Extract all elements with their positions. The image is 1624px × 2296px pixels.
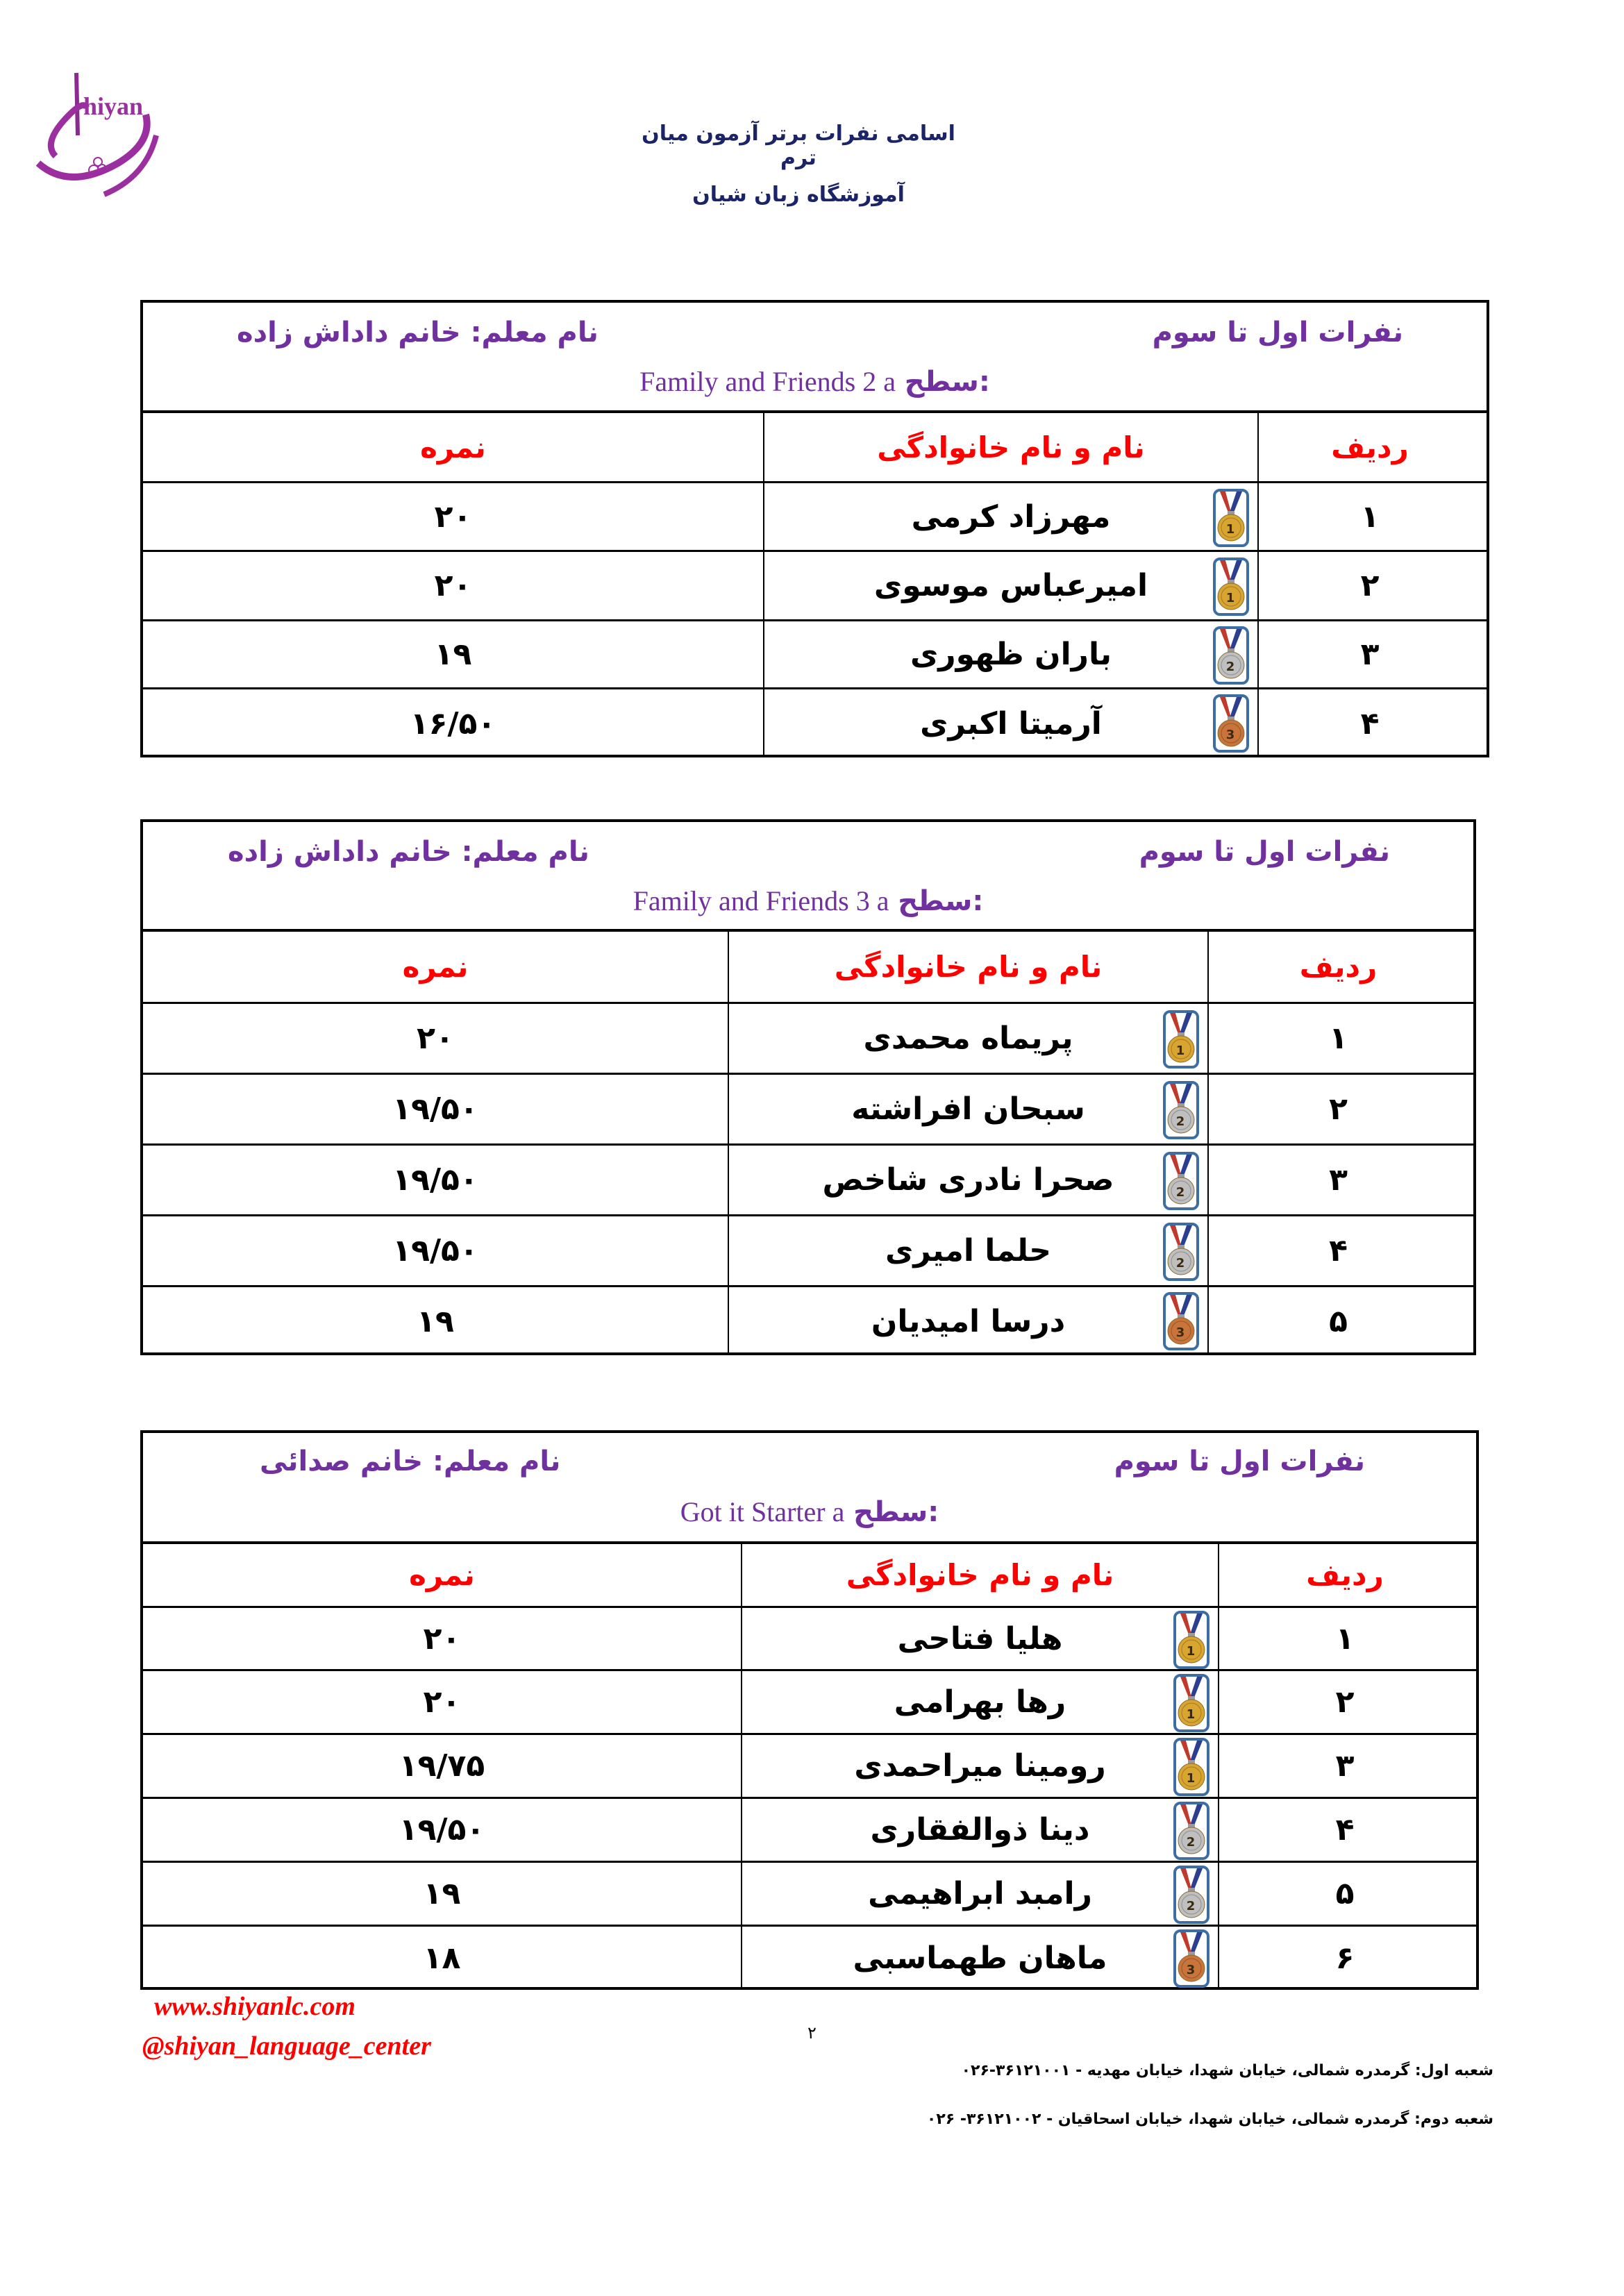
column-header-row: [143, 413, 1487, 483]
row-index: ۳: [1329, 1162, 1348, 1198]
silver-medal-icon: [1163, 1081, 1199, 1139]
level-label: سطح:: [898, 885, 984, 917]
instagram-handle[interactable]: @shiyan_language_center: [142, 2031, 431, 2061]
name-cell: [763, 689, 1259, 757]
table-header: [143, 303, 1487, 413]
gold-medal-icon: [1213, 558, 1249, 616]
document-title: اسامی نفرات برتر آزمون میان ترم: [642, 121, 955, 170]
student-name: رامبد ابراهیمی: [868, 1876, 1092, 1911]
row-index: ۴: [1360, 705, 1380, 741]
column-name: نام و نام خانوادگی: [763, 413, 1259, 481]
gold-medal-icon: [1163, 1010, 1199, 1069]
school-name: آموزشگاه زبان شیان: [692, 183, 905, 207]
svg-text:2: 2: [1186, 1899, 1196, 1913]
score-cell: ۲۰: [434, 498, 472, 535]
row-index: ۳: [1335, 1748, 1355, 1784]
score-cell: ۲۰: [434, 568, 472, 603]
svg-text:3: 3: [1175, 1325, 1185, 1340]
student-name: دینا ذوالفقاری: [870, 1812, 1090, 1847]
silver-medal-icon: [1163, 1152, 1199, 1210]
table-row: [143, 1146, 1473, 1216]
level-value: Family and Friends 3 a: [633, 885, 889, 916]
silver-medal-icon: [1163, 1223, 1199, 1281]
table-row: [143, 483, 1487, 552]
student-name: رها بهرامی: [894, 1684, 1066, 1720]
silver-medal-icon: [1173, 1866, 1209, 1924]
bronze-medal-icon: [1173, 1929, 1209, 1988]
name-cell: [763, 552, 1259, 619]
row-index: ۲: [1360, 568, 1380, 603]
row-index: ۱: [1335, 1620, 1355, 1657]
gold-medal-icon: [1173, 1738, 1209, 1796]
gold-medal-icon: [1173, 1611, 1209, 1669]
level-line: [143, 885, 1473, 917]
row-index: ۲: [1335, 1684, 1355, 1720]
svg-text:1: 1: [1175, 1044, 1185, 1058]
score-cell: ۱۹/۵۰: [392, 1162, 478, 1198]
table-row: [143, 1671, 1476, 1735]
table-row: [143, 1287, 1473, 1355]
branch-2-address: شعبه دوم: گرمدره شمالی، خیابان شهدا، خیابان اسحاقیان - ۳۶۱۲۱۰۰۲- ۰۲۶: [926, 2111, 1493, 2128]
shiyan-logo: [28, 59, 174, 205]
name-cell: [741, 1671, 1219, 1733]
row-index: ۴: [1329, 1233, 1348, 1268]
row-index: ۱: [1329, 1021, 1348, 1056]
svg-text:1: 1: [1186, 1771, 1196, 1786]
places-label: نفرات اول تا سوم: [1152, 317, 1403, 349]
row-index: ۶: [1335, 1941, 1355, 1976]
svg-text:2: 2: [1175, 1256, 1185, 1271]
level-value: Got it Starter a: [680, 1496, 845, 1527]
column-score: نمره: [420, 430, 486, 464]
name-cell: [741, 1863, 1219, 1925]
name-cell: [741, 1799, 1219, 1861]
svg-text:1: 1: [1225, 591, 1235, 605]
student-name: حلما امیری: [885, 1233, 1051, 1268]
column-row: ردیف: [1331, 430, 1409, 464]
teacher-name: نام معلم: خانم صدائی: [260, 1446, 561, 1477]
column-score: نمره: [409, 1558, 475, 1592]
table-row: [143, 1216, 1473, 1287]
table-row: [143, 1075, 1473, 1146]
table-row: [143, 552, 1487, 621]
silver-medal-icon: [1213, 626, 1249, 685]
column-row: ردیف: [1306, 1558, 1384, 1592]
score-cell: ۱۶/۵۰: [410, 705, 496, 741]
column-row: ردیف: [1299, 950, 1378, 984]
student-name: درسا امیدیان: [871, 1303, 1066, 1339]
table-row: [143, 1863, 1476, 1927]
score-cell: ۱۹/۵۰: [392, 1233, 478, 1268]
svg-text:1: 1: [1225, 521, 1235, 537]
svg-text:3: 3: [1186, 1962, 1196, 1977]
logo-text: hiyan: [83, 92, 144, 120]
table-header: [143, 1433, 1476, 1544]
student-name: آرمیتا اکبری: [920, 705, 1102, 741]
student-name: هلیا فتاحی: [897, 1620, 1063, 1657]
name-cell: [728, 1146, 1209, 1214]
bronze-medal-icon: [1213, 694, 1249, 753]
name-cell: [741, 1608, 1219, 1669]
results-table-2: [140, 819, 1476, 1355]
table-row: [143, 1735, 1476, 1799]
table-row: [143, 689, 1487, 757]
student-name: ماهان طهماسبی: [853, 1941, 1107, 1976]
column-header-row: [143, 932, 1473, 1004]
table-header: [143, 822, 1473, 932]
page-number: ۲: [807, 2023, 817, 2043]
student-name: امیرعباس موسوی: [873, 568, 1148, 603]
svg-text:2: 2: [1225, 660, 1235, 674]
name-cell: [728, 1287, 1209, 1355]
row-index: ۲: [1329, 1091, 1348, 1127]
name-cell: [763, 483, 1259, 550]
name-cell: [763, 621, 1259, 687]
column-name: نام و نام خانوادگی: [741, 1544, 1219, 1606]
student-name: سبحان افراشته: [851, 1091, 1085, 1127]
svg-text:1: 1: [1186, 1643, 1196, 1659]
column-score: نمره: [402, 950, 469, 984]
website-link[interactable]: www.shiyanlc.com: [154, 1992, 355, 2021]
teacher-name: نام معلم: خانم داداش زاده: [228, 836, 589, 868]
name-cell: [741, 1735, 1219, 1797]
bronze-medal-icon: [1163, 1292, 1199, 1350]
results-table-3: [140, 1430, 1479, 1990]
teacher-name: نام معلم: خانم داداش زاده: [237, 317, 598, 349]
svg-text:2: 2: [1186, 1835, 1196, 1850]
level-line: [143, 1495, 1476, 1528]
score-cell: ۲۰: [423, 1684, 461, 1720]
places-label: نفرات اول تا سوم: [1139, 836, 1390, 868]
level-value: Family and Friends 2 a: [639, 366, 896, 397]
score-cell: ۲۰: [423, 1620, 461, 1657]
name-cell: [728, 1004, 1209, 1073]
table-row: [143, 621, 1487, 689]
score-cell: ۱۹/۷۵: [399, 1748, 485, 1784]
score-cell: ۱۹: [417, 1303, 454, 1339]
score-cell: ۱۹/۵۰: [392, 1091, 478, 1127]
svg-text:3: 3: [1225, 728, 1235, 742]
gold-medal-icon: [1213, 489, 1249, 547]
student-name: صحرا نادری شاخص: [822, 1162, 1114, 1198]
row-index: ۵: [1335, 1876, 1355, 1911]
level-label: سطح:: [904, 366, 990, 398]
column-header-row: [143, 1544, 1476, 1608]
name-cell: [728, 1216, 1209, 1285]
name-cell: [728, 1075, 1209, 1143]
name-cell: [741, 1927, 1219, 1990]
gold-medal-icon: [1173, 1674, 1209, 1732]
row-index: ۴: [1335, 1812, 1355, 1847]
column-name: نام و نام خانوادگی: [728, 932, 1209, 1002]
places-label: نفرات اول تا سوم: [1114, 1446, 1365, 1477]
row-index: ۵: [1329, 1303, 1348, 1339]
table-row: [143, 1799, 1476, 1863]
svg-text:2: 2: [1175, 1185, 1185, 1200]
results-table-1: [140, 300, 1489, 757]
table-row: [143, 1927, 1476, 1990]
level-line: [143, 365, 1487, 398]
student-name: پریماه محمدی: [863, 1021, 1073, 1056]
score-cell: ۱۹: [423, 1876, 461, 1911]
student-name: باران ظهوری: [910, 637, 1112, 672]
score-cell: ۱۹: [434, 637, 472, 672]
score-cell: ۱۸: [423, 1941, 461, 1976]
table-row: [143, 1004, 1473, 1075]
student-name: رومینا میراحمدی: [854, 1748, 1106, 1784]
level-label: سطح:: [853, 1496, 939, 1528]
row-index: ۳: [1360, 637, 1380, 672]
svg-text:2: 2: [1175, 1114, 1185, 1129]
silver-medal-icon: [1173, 1802, 1209, 1860]
row-index: ۱: [1360, 498, 1380, 535]
score-cell: ۲۰: [417, 1021, 454, 1056]
svg-text:1: 1: [1186, 1707, 1196, 1722]
score-cell: ۱۹/۵۰: [399, 1812, 485, 1847]
branch-1-address: شعبه اول: گرمدره شمالی، خیابان شهدا، خیابان مهدیه - ۳۶۱۲۱۰۰۱-۰۲۶: [961, 2062, 1493, 2079]
student-name: مهرزاد کرمی: [911, 498, 1111, 535]
table-row: [143, 1608, 1476, 1671]
